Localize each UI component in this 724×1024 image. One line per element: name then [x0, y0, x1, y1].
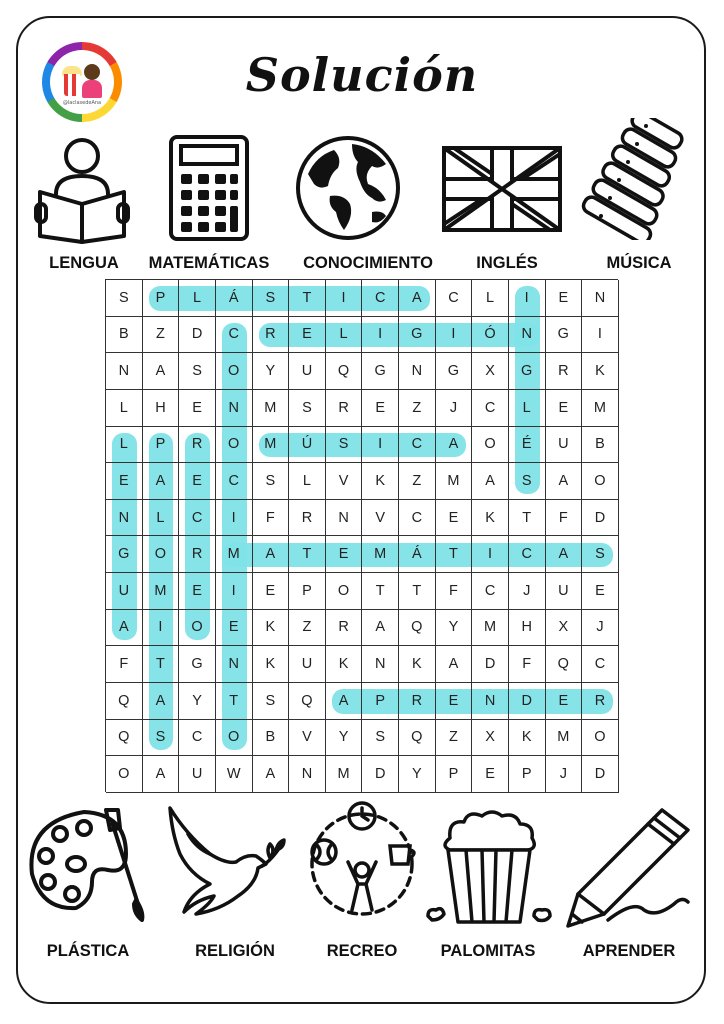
grid-cell: D — [179, 317, 216, 354]
grid-cell: N — [106, 500, 143, 537]
grid-cell: Z — [399, 390, 436, 427]
grid-cell: S — [179, 353, 216, 390]
label-ingles: INGLÉS — [476, 254, 538, 272]
grid-cell: I — [472, 536, 509, 573]
grid-cell: G — [509, 353, 546, 390]
calculator-icon — [168, 134, 250, 242]
grid-cell: E — [326, 536, 363, 573]
grid-cell: M — [143, 573, 180, 610]
grid-cell: N — [399, 353, 436, 390]
grid-cell: A — [362, 610, 399, 647]
grid-cell: D — [582, 500, 619, 537]
grid-cell: M — [326, 756, 363, 793]
playtime-icon — [306, 800, 422, 926]
grid-cell: A — [143, 683, 180, 720]
label-aprender: APRENDER — [582, 942, 676, 960]
grid-cell: O — [582, 720, 619, 757]
grid-cell: T — [143, 646, 180, 683]
grid-cell: Y — [326, 720, 363, 757]
grid-cell: Q — [399, 610, 436, 647]
grid-cell: E — [362, 390, 399, 427]
grid-cell: T — [289, 280, 326, 317]
grid-cell: C — [399, 427, 436, 464]
grid-cell: F — [546, 500, 583, 537]
grid-cell: M — [546, 720, 583, 757]
grid-cell: C — [399, 500, 436, 537]
grid-cell: I — [326, 280, 363, 317]
globe-icon — [294, 134, 402, 242]
grid-cell: A — [253, 756, 290, 793]
grid-cell: A — [436, 646, 473, 683]
grid-cell: M — [472, 610, 509, 647]
grid-cell: R — [399, 683, 436, 720]
grid-cell: L — [326, 317, 363, 354]
grid-cell: T — [289, 536, 326, 573]
grid-cell: Q — [106, 683, 143, 720]
grid-cell: B — [253, 720, 290, 757]
grid-cell: U — [546, 427, 583, 464]
grid-cell: O — [143, 536, 180, 573]
grid-cell: C — [216, 463, 253, 500]
grid-cell: Q — [326, 353, 363, 390]
grid-cell: S — [326, 427, 363, 464]
grid-cell: I — [362, 427, 399, 464]
grid-cell: K — [362, 463, 399, 500]
label-conocimiento: CONOCIMIENTO — [303, 254, 433, 272]
paint-palette-icon — [26, 804, 148, 922]
grid-cell: B — [582, 427, 619, 464]
grid-cell: Q — [289, 683, 326, 720]
grid-cell: O — [179, 610, 216, 647]
word-search-grid — [105, 279, 618, 792]
label-musica: MÚSICA — [606, 254, 672, 272]
grid-cell: E — [546, 390, 583, 427]
grid-cell: Z — [289, 610, 326, 647]
grid-cell: O — [582, 463, 619, 500]
grid-cell: S — [253, 683, 290, 720]
grid-cell: A — [546, 536, 583, 573]
grid-cell: M — [362, 536, 399, 573]
grid-cell: G — [546, 317, 583, 354]
grid-cell: G — [362, 353, 399, 390]
grid-cell: U — [289, 646, 326, 683]
grid-cell: E — [216, 610, 253, 647]
grid-cell: K — [253, 610, 290, 647]
grid-cell: E — [253, 573, 290, 610]
label-matematicas: MATEMÁTICAS — [148, 254, 270, 272]
grid-cell: N — [509, 317, 546, 354]
grid-cell: E — [436, 500, 473, 537]
pencil-icon — [564, 806, 692, 934]
label-religion: RELIGIÓN — [195, 942, 275, 960]
popcorn-icon — [424, 808, 554, 926]
xylophone-icon — [574, 118, 686, 240]
grid-cell: P — [362, 683, 399, 720]
grid-cell: O — [326, 573, 363, 610]
grid-cell: A — [472, 463, 509, 500]
grid-cell: A — [436, 427, 473, 464]
grid-cell: S — [362, 720, 399, 757]
grid-cell: E — [546, 280, 583, 317]
grid-cell: N — [582, 280, 619, 317]
grid-cell: E — [179, 390, 216, 427]
grid-cell: L — [179, 280, 216, 317]
page-title: Solución — [245, 48, 479, 102]
grid-cell: K — [509, 720, 546, 757]
grid-cell: K — [253, 646, 290, 683]
grid-cell: C — [179, 500, 216, 537]
grid-cell: C — [216, 317, 253, 354]
grid-cell: R — [546, 353, 583, 390]
grid-cell: S — [509, 463, 546, 500]
grid-cell: I — [509, 280, 546, 317]
grid-cell: J — [509, 573, 546, 610]
label-palomitas: PALOMITAS — [440, 942, 536, 960]
grid-cell: E — [546, 683, 583, 720]
grid-cell: V — [289, 720, 326, 757]
grid-cell: M — [216, 536, 253, 573]
grid-cell: C — [436, 280, 473, 317]
grid-cell: C — [472, 573, 509, 610]
grid-cell: F — [436, 573, 473, 610]
grid-cell: H — [143, 390, 180, 427]
grid-cell: E — [106, 463, 143, 500]
grid-cell: U — [106, 573, 143, 610]
grid-cell: É — [509, 427, 546, 464]
grid-cell: I — [143, 610, 180, 647]
grid-cell: M — [253, 427, 290, 464]
grid-cell: L — [289, 463, 326, 500]
grid-cell: Ó — [472, 317, 509, 354]
grid-cell: T — [216, 683, 253, 720]
uk-flag-icon — [442, 146, 562, 232]
grid-cell: O — [216, 353, 253, 390]
grid-cell: O — [216, 720, 253, 757]
grid-cell: Ú — [289, 427, 326, 464]
grid-cell: A — [546, 463, 583, 500]
grid-cell: R — [582, 683, 619, 720]
grid-cell: S — [143, 720, 180, 757]
grid-cell: P — [509, 756, 546, 793]
grid-cell: M — [436, 463, 473, 500]
grid-cell: D — [582, 756, 619, 793]
grid-cell: X — [472, 720, 509, 757]
grid-cell: Z — [399, 463, 436, 500]
grid-cell: K — [472, 500, 509, 537]
grid-cell: L — [472, 280, 509, 317]
grid-cell: A — [399, 280, 436, 317]
grid-cell: P — [289, 573, 326, 610]
grid-cell: H — [509, 610, 546, 647]
grid-cell: A — [106, 610, 143, 647]
grid-cell: Á — [399, 536, 436, 573]
grid-cell: N — [216, 646, 253, 683]
logo-text: @laclasedeAna — [62, 100, 102, 106]
grid-cell: Q — [399, 720, 436, 757]
grid-cell: G — [436, 353, 473, 390]
grid-cell: E — [582, 573, 619, 610]
grid-cell: G — [106, 536, 143, 573]
grid-cell: P — [143, 427, 180, 464]
grid-cell: R — [179, 427, 216, 464]
grid-cell: L — [509, 390, 546, 427]
grid-cell: L — [106, 390, 143, 427]
grid-cell: E — [179, 573, 216, 610]
grid-cell: C — [179, 720, 216, 757]
grid-cell: U — [289, 353, 326, 390]
grid-cell: M — [582, 390, 619, 427]
grid-cell: N — [106, 353, 143, 390]
grid-cell: D — [362, 756, 399, 793]
grid-cell: O — [216, 427, 253, 464]
dove-icon — [166, 804, 286, 924]
grid-cell: T — [436, 536, 473, 573]
grid-cell: I — [362, 317, 399, 354]
grid-cell: Q — [106, 720, 143, 757]
grid-cell: A — [143, 353, 180, 390]
grid-cell: F — [106, 646, 143, 683]
grid-cell: I — [216, 573, 253, 610]
grid-cell: V — [326, 463, 363, 500]
grid-cell: C — [472, 390, 509, 427]
grid-cell: R — [326, 610, 363, 647]
grid-cell: S — [106, 280, 143, 317]
grid-cell: N — [216, 390, 253, 427]
grid-cell: N — [472, 683, 509, 720]
grid-cell: J — [546, 756, 583, 793]
grid-cell: Y — [399, 756, 436, 793]
label-recreo: RECREO — [326, 942, 398, 960]
grid-cell: Z — [436, 720, 473, 757]
grid-cell: K — [326, 646, 363, 683]
grid-cell: S — [253, 463, 290, 500]
grid-cell: Y — [436, 610, 473, 647]
reading-person-icon — [34, 132, 130, 244]
grid-cell: R — [253, 317, 290, 354]
grid-cell: C — [582, 646, 619, 683]
grid-cell: S — [253, 280, 290, 317]
grid-cell: X — [472, 353, 509, 390]
grid-cell: Q — [546, 646, 583, 683]
grid-cell: S — [289, 390, 326, 427]
grid-cell: B — [106, 317, 143, 354]
grid-cell: U — [546, 573, 583, 610]
grid-cell: S — [582, 536, 619, 573]
grid-cell: E — [179, 463, 216, 500]
grid-cell: E — [472, 756, 509, 793]
grid-cell: D — [472, 646, 509, 683]
grid-cell: D — [509, 683, 546, 720]
grid-cell: Z — [143, 317, 180, 354]
grid-cell: O — [472, 427, 509, 464]
grid-cell: F — [509, 646, 546, 683]
grid-cell: K — [399, 646, 436, 683]
grid-cell: J — [582, 610, 619, 647]
grid-cell: L — [143, 500, 180, 537]
grid-cell: K — [582, 353, 619, 390]
grid-cell: C — [362, 280, 399, 317]
grid-cell: J — [436, 390, 473, 427]
grid-cell: R — [326, 390, 363, 427]
grid-cell: I — [582, 317, 619, 354]
grid-cell: N — [362, 646, 399, 683]
grid-cell: T — [509, 500, 546, 537]
grid-cell: F — [253, 500, 290, 537]
grid-cell: R — [289, 500, 326, 537]
grid-cell: T — [362, 573, 399, 610]
grid-cell: Y — [179, 683, 216, 720]
grid-cell: O — [106, 756, 143, 793]
label-lengua: LENGUA — [49, 254, 119, 272]
grid-cell: Á — [216, 280, 253, 317]
grid-cell: A — [253, 536, 290, 573]
grid-cell: L — [106, 427, 143, 464]
grid-cell: N — [289, 756, 326, 793]
grid-cell: R — [179, 536, 216, 573]
label-plastica: PLÁSTICA — [46, 942, 130, 960]
grid-cell: T — [399, 573, 436, 610]
grid-cell: A — [143, 756, 180, 793]
grid-cell: N — [326, 500, 363, 537]
grid-cell: G — [179, 646, 216, 683]
grid-cell: E — [436, 683, 473, 720]
grid-cell: I — [436, 317, 473, 354]
grid-cell: I — [216, 500, 253, 537]
grid-cell: E — [289, 317, 326, 354]
grid-cell: A — [143, 463, 180, 500]
grid-cell: A — [326, 683, 363, 720]
grid-cell: V — [362, 500, 399, 537]
grid-cell: U — [179, 756, 216, 793]
grid-cell: P — [436, 756, 473, 793]
grid-cell: P — [143, 280, 180, 317]
grid-cell: Y — [253, 353, 290, 390]
grid-cell: X — [546, 610, 583, 647]
grid-cell: G — [399, 317, 436, 354]
grid-cell: M — [253, 390, 290, 427]
grid-cell: W — [216, 756, 253, 793]
grid-cell: C — [509, 536, 546, 573]
